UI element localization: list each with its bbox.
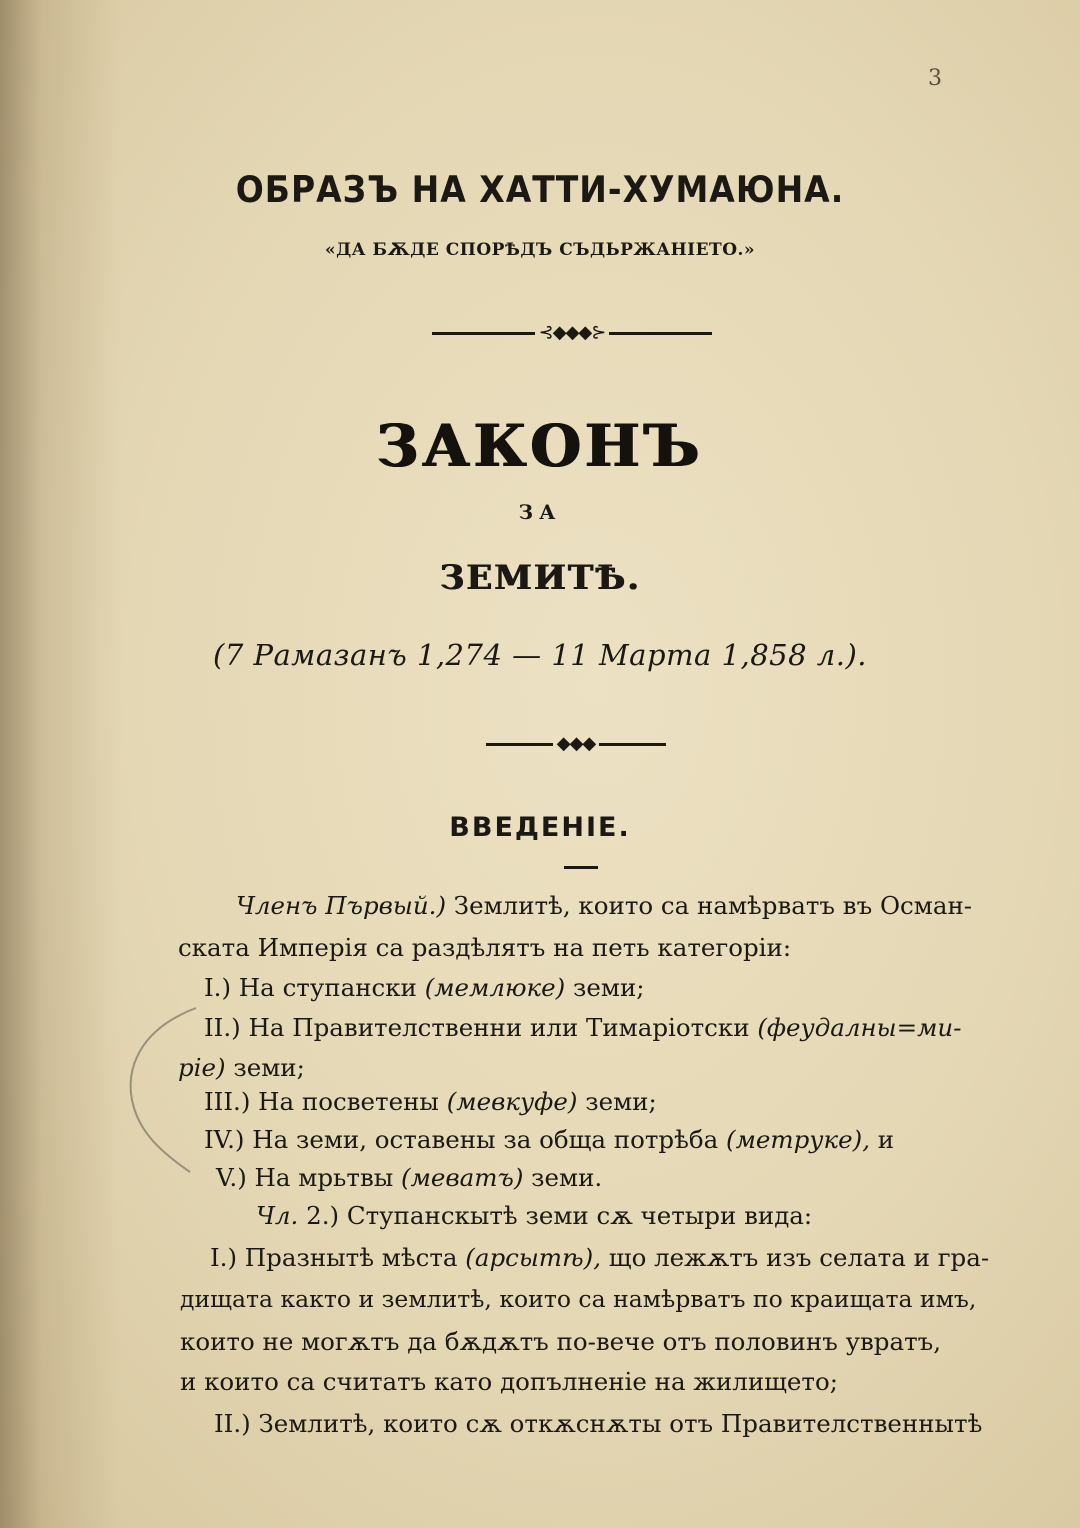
body-line: II.) На Правителственни или Тимаріотски (феудалны=ми-: [204, 1013, 962, 1042]
law-date: (7 Рамазанъ 1,274 — 11 Марта 1,858 л.).: [213, 638, 867, 672]
body-line: V.) На мрьтвы (меватъ) земи.: [216, 1163, 603, 1192]
body-line: Членъ Първый.) Землитѣ, които са намѣрватъ въ Осман-: [236, 891, 973, 920]
header-subtitle: «ДА БѪДЕ СПОРѢДЪ СЪДЬРЖАНІЕТО.»: [324, 240, 756, 260]
pencil-bracket-mark: [118, 1000, 208, 1180]
body-line: дищата както и землитѣ, които са намѣрватъ по краищата имъ,: [180, 1285, 977, 1313]
body-line: II.) Землитѣ, които сѫ откѫснѫты отъ Правителственнытѣ: [214, 1409, 983, 1438]
section-title: ВВЕДЕНІЕ.: [449, 812, 631, 843]
body-line: IV.) На земи, оставены за обща потрѣба (метруке), и: [204, 1125, 895, 1154]
page-number: 3: [928, 66, 942, 91]
body-line: ската Имперія са раздѣлятъ на петь категоріи:: [178, 933, 792, 962]
ornament-center: ◆◆◆: [556, 733, 596, 754]
article-label: Членъ Първый.): [236, 891, 447, 920]
header-title: ОБРАЗЪ НА ХАТТИ-ХУМАЮНА.: [235, 168, 845, 211]
body-line: I.) На ступански (мемлюке) земи;: [204, 973, 645, 1002]
ornament-line-left: [432, 332, 535, 335]
ornament-center: ⊰◆◆◆⊱: [538, 322, 606, 343]
body-line: и които са считатъ като допълненіе на жилището;: [180, 1367, 838, 1396]
ornament-divider-small: [486, 735, 666, 753]
body-line: Чл. 2.) Ступанскытѣ земи сѫ четыри вида:: [256, 1201, 813, 1230]
body-line: I.) Празнытѣ мѣста (арсытѣ), що лежѫтъ изъ селата и гра-: [210, 1243, 990, 1272]
binding-shadow: [0, 0, 120, 1528]
law-title: ЗАКОНЪ: [376, 412, 704, 480]
ornament-line-right: [599, 743, 666, 746]
law-subject: ЗЕМИТѢ.: [439, 558, 641, 598]
ornament-line-right: [609, 332, 712, 335]
title-connector: ЗА: [518, 500, 562, 524]
ornament-line-left: [486, 743, 553, 746]
section-rule: [564, 866, 598, 869]
ornament-divider: [432, 324, 712, 342]
body-line: III.) На посветены (мевкуфе) земи;: [204, 1087, 657, 1116]
body-line: които не могѫтъ да бѫдѫтъ по-вече отъ половинъ увратъ,: [180, 1327, 941, 1356]
body-line: ріе) земи;: [178, 1053, 305, 1082]
